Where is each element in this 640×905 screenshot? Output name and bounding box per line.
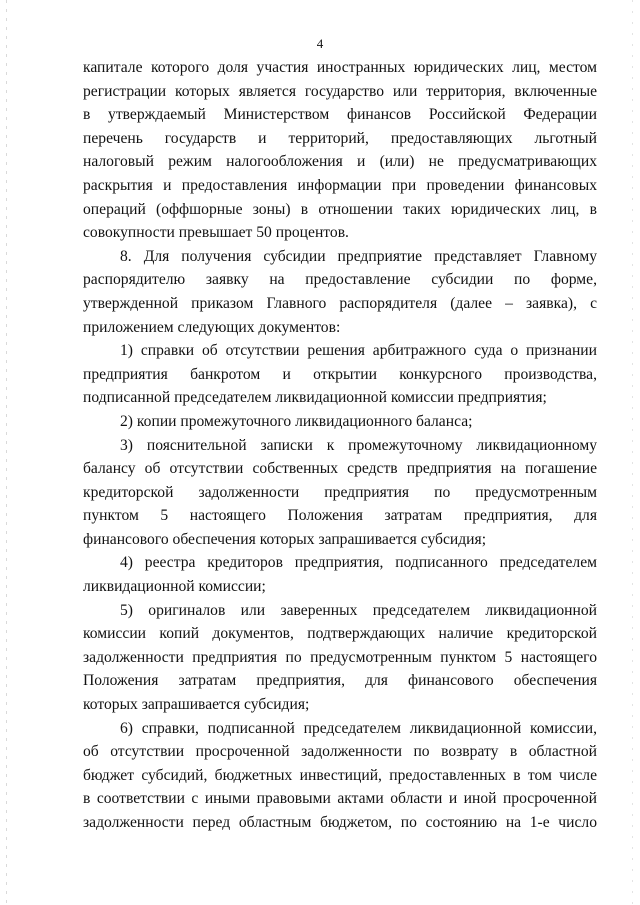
text-line: 1) справки об отсутствии решения арбитражного суда о признании — [120, 342, 597, 360]
text-line: ликвидационной комиссии; — [83, 578, 266, 596]
text-line: перечень государств и территорий, предоставляющих льготный — [83, 129, 597, 147]
scan-edge-left — [6, 0, 7, 905]
page-number: 4 — [316, 36, 324, 51]
text-line: об отсутствии просроченной задолженности по возврату в областной — [83, 743, 597, 761]
text-line: 3) пояснительной записки к промежуточному ликвидационному — [120, 436, 597, 454]
text-line: капитале которого доля участия иностранных юридических лиц, местом — [83, 59, 597, 76]
document-body — [83, 56, 597, 835]
text-line: предприятия банкротом и открытии конкурсного производства, — [83, 365, 597, 383]
text-line: раскрытия и предоставления информации при проведении финансовых — [83, 176, 597, 194]
text-line: 6) справки, подписанной председателем ликвидационной комиссии, — [120, 719, 597, 737]
text-line: задолженности перед областным бюджетом, по состоянию на 1-е число — [83, 814, 597, 831]
text-line: балансу об отсутствии собственных средств предприятия на погашение — [83, 460, 597, 478]
text-line: кредиторской задолженности предприятия по предусмотренным — [83, 483, 597, 501]
text-line: комиссии копий документов, подтверждающих наличие кредиторской — [83, 625, 597, 643]
text-line: Положения затратам предприятия, для финансового обеспечения — [83, 672, 597, 690]
scan-edge-right — [632, 0, 633, 905]
text-line: в соответствии с иными правовыми актами области и иной просроченной — [83, 790, 597, 808]
text-line: 8. Для получения субсидии предприятие представляет Главному — [120, 247, 597, 265]
text-line: совокупности превышает 50 процентов. — [83, 224, 349, 242]
text-line: регистрации которых является государство или территория, включенные — [83, 82, 597, 100]
text-line: пунктом 5 настоящего Положения затратам предприятия, для — [83, 507, 597, 525]
text-line: в утверждаемый Министерством финансов Российской Федерации — [83, 106, 597, 124]
text-line: которых запрашивается субсидия; — [83, 696, 310, 714]
text-line: операций (оффшорные зоны) в отношении таких юридических лиц, в — [83, 200, 597, 218]
text-line: задолженности предприятия по предусмотренным пунктом 5 настоящего — [83, 648, 597, 666]
text-line: финансового обеспечения которых запрашивается субсидия; — [83, 530, 487, 548]
text-line: приложением следующих документов: — [83, 318, 341, 336]
text-line: 4) реестра кредиторов предприятия, подписанного председателем — [120, 554, 597, 572]
text-line: утвержденной приказом Главного распорядителя (далее – заявка), с — [83, 294, 597, 312]
text-line: бюджет субсидий, бюджетных инвестиций, предоставленных в том числе — [83, 766, 597, 784]
text-line: 5) оригиналов или заверенных председателем ликвидационной — [120, 601, 597, 619]
text-line: налоговый режим налогообложения и (или) не предусматривающих — [83, 153, 597, 171]
text-line: 2) копии промежуточного ликвидационного баланса; — [120, 412, 473, 430]
text-line: распорядителю заявку на предоставление субсидии по форме, — [83, 271, 597, 289]
text-line: подписанной председателем ликвидационной комиссии предприятия; — [83, 389, 547, 407]
